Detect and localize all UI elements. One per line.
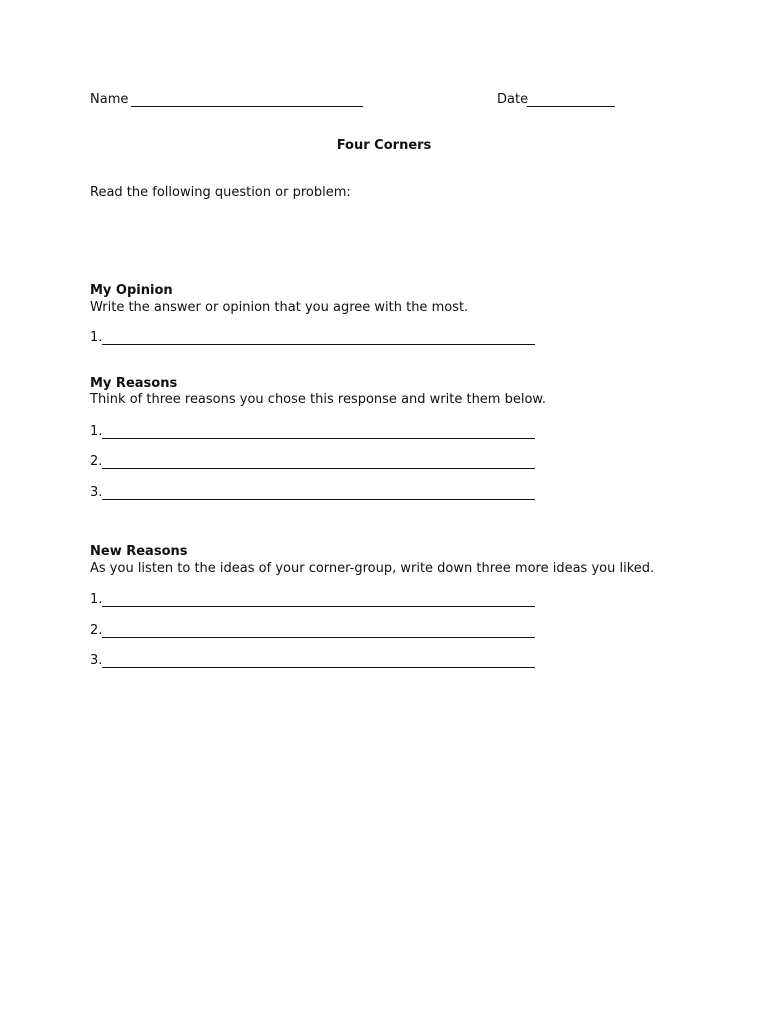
answer-number: 1. bbox=[90, 592, 103, 607]
answer-number: 3. bbox=[90, 485, 103, 500]
name-label: Name bbox=[90, 92, 129, 107]
new-reasons-heading: New Reasons bbox=[90, 544, 188, 559]
worksheet-title: Four Corners bbox=[336, 138, 432, 153]
answer-number: 1. bbox=[90, 330, 103, 345]
name-blank-line bbox=[131, 106, 363, 107]
reasons-heading: My Reasons bbox=[90, 376, 178, 391]
answer-blank-line bbox=[102, 499, 535, 500]
date-label: Date bbox=[497, 92, 529, 107]
answer-blank-line bbox=[102, 637, 535, 638]
answer-number: 2. bbox=[90, 454, 103, 469]
instruction-text: Read the following question or problem: bbox=[90, 185, 351, 200]
answer-blank-line bbox=[102, 606, 535, 607]
answer-number: 2. bbox=[90, 623, 103, 638]
new-reasons-text: As you listen to the ideas of your corner-group, write down three more ideas you liked. bbox=[90, 561, 655, 576]
answer-number: 3. bbox=[90, 653, 103, 668]
opinion-text: Write the answer or opinion that you agree with the most. bbox=[90, 300, 469, 315]
answer-blank-line bbox=[102, 468, 535, 469]
answer-number: 1. bbox=[90, 424, 103, 439]
answer-blank-line bbox=[102, 344, 535, 345]
answer-blank-line bbox=[102, 667, 535, 668]
answer-blank-line bbox=[102, 438, 535, 439]
opinion-heading: My Opinion bbox=[90, 283, 173, 298]
reasons-text: Think of three reasons you chose this response and write them below. bbox=[90, 392, 546, 407]
date-blank-line bbox=[527, 106, 615, 107]
